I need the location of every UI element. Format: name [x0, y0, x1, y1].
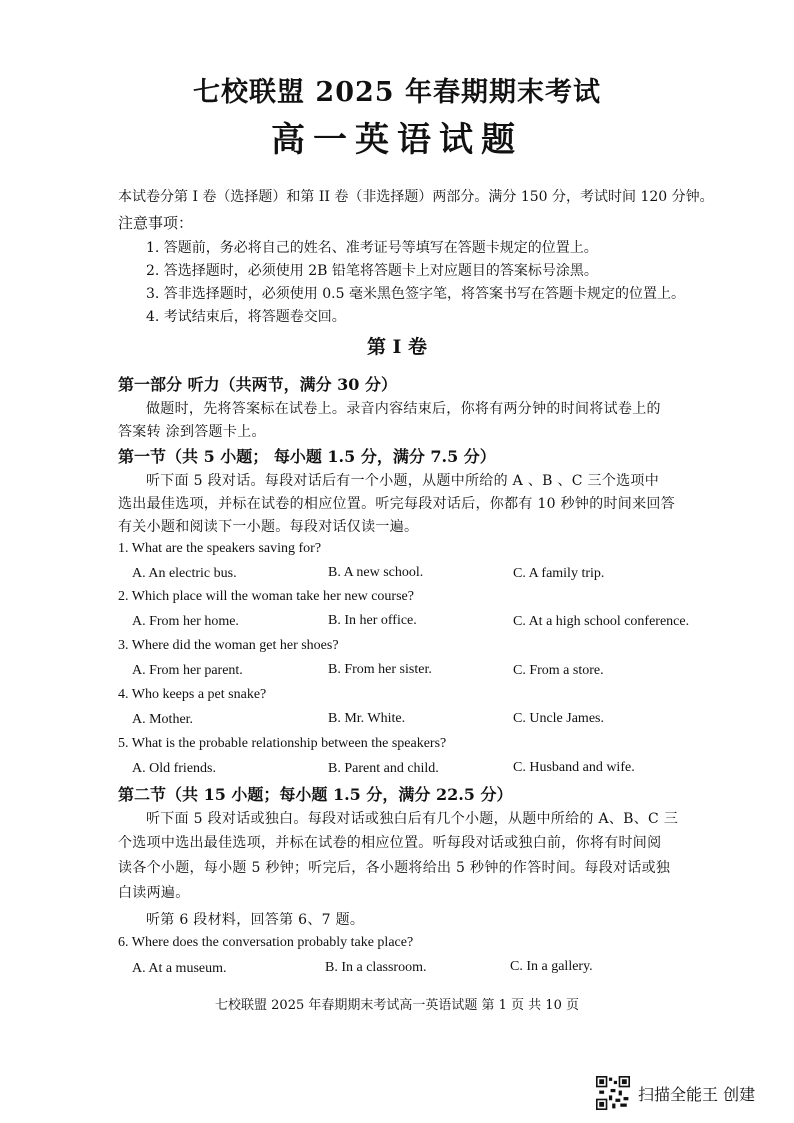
option-a: A. At a museum.	[132, 961, 227, 976]
page-footer: 七校联盟 2025 年春期期末考试高一英语试题 第 1 页 共 10 页	[215, 998, 579, 1013]
option-a: A. Old friends.	[132, 761, 216, 776]
intro-text: 本试卷分第 I 卷（选择题）和第 II 卷（非选择题）两部分。满分 150 分，考试时间 120 分钟。	[118, 189, 714, 205]
scanner-watermark	[596, 1076, 755, 1110]
volume-heading: 第 I 卷	[366, 336, 428, 358]
qr-code-icon	[596, 1076, 630, 1110]
section1-heading: 第一节（共 5 小题； 每小题 1.5 分，满分 7.5 分）	[118, 447, 496, 466]
section2-material: 听第 6 段材料，回答第 6、7 题。	[146, 912, 365, 928]
notice-item: 2. 答选择题时，必须使用 2B 铅笔将答题卡上对应题目的答案标号涂黑。	[146, 263, 598, 279]
section2-para-line: 听下面 5 段对话或独白。每段对话或独白后有几个小题，从题中所给的 A、B、C 三	[146, 811, 679, 827]
option-a: A. An electric bus.	[132, 566, 237, 581]
option-c: C. From a store.	[513, 663, 604, 678]
scanner-label: 扫描全能王 创建	[638, 1084, 756, 1104]
notice-item: 1. 答题前，务必将自己的姓名、准考证号等填写在答题卡规定的位置上。	[146, 240, 598, 256]
section2-heading: 第二节（共 15 小题；每小题 1.5 分，满分 22.5 分）	[118, 785, 513, 804]
question-stem: 1. What are the speakers saving for?	[118, 541, 322, 556]
section1-para-line: 听下面 5 段对话。每段对话后有一个小题，从题中所给的 A 、B 、C 三个选项中	[146, 473, 660, 489]
question-stem: 2. Which place will the woman take her new course?	[118, 589, 414, 604]
option-b: B. In a classroom.	[325, 960, 427, 975]
option-b: B. A new school.	[328, 565, 424, 580]
notice-heading: 注意事项：	[118, 214, 194, 232]
exam-subtitle: 高一英语试题	[271, 120, 523, 160]
option-a: A. From her parent.	[132, 663, 243, 678]
question-stem: 4. Who keeps a pet snake?	[118, 687, 267, 702]
part1-para-line: 答案转 涂到答题卡上。	[118, 424, 266, 440]
option-b: B. Parent and child.	[328, 761, 439, 776]
option-a: A. From her home.	[132, 614, 239, 629]
notice-item: 4. 考试结束后，将答题卷交回。	[146, 309, 346, 325]
section1-para-line: 有关小题和阅读下一小题。每段对话仅读一遍。	[118, 519, 419, 535]
notice-item: 3. 答非选择题时，必须使用 0.5 毫米黑色签字笔，将答案书写在答题卡规定的位置上。	[146, 286, 685, 302]
part1-para-line: 做题时，先将答案标在试卷上。录音内容结束后，你将有两分钟的时间将试卷上的	[146, 401, 661, 417]
option-c: C. In a gallery.	[510, 959, 593, 974]
option-c: C. Uncle James.	[513, 711, 604, 726]
option-c: C. At a high school conference.	[513, 614, 690, 629]
option-b: B. From her sister.	[328, 662, 432, 677]
option-a: A. Mother.	[132, 712, 194, 727]
question-stem: 5. What is the probable relationship between the speakers?	[118, 736, 447, 751]
section2-para-line: 读各个小题，每小题 5 秒钟；听完后，各小题将给出 5 秒钟的作答时间。每段对话或独	[118, 860, 671, 876]
section2-para-line: 白读两遍。	[118, 885, 190, 901]
option-b: B. In her office.	[328, 613, 417, 628]
option-b: B. Mr. White.	[328, 711, 406, 726]
exam-title: 七校联盟 2025 年春期期末考试	[193, 77, 601, 108]
option-c: C. A family trip.	[513, 566, 605, 581]
section2-para-line: 个选项中选出最佳选项，并标在试卷的相应位置。听每段对话或独白前，你将有时间阅	[118, 835, 662, 851]
question-stem: 3. Where did the woman get her shoes?	[118, 638, 339, 653]
question-stem: 6. Where does the conversation probably take place?	[118, 935, 414, 950]
option-c: C. Husband and wife.	[513, 760, 635, 775]
section1-para-line: 选出最佳选项，并标在试卷的相应位置。听完每段对话后，你都有 10 秒钟的时间来回答	[118, 496, 676, 512]
part1-heading: 第一部分 听力（共两节，满分 30 分）	[118, 375, 397, 394]
